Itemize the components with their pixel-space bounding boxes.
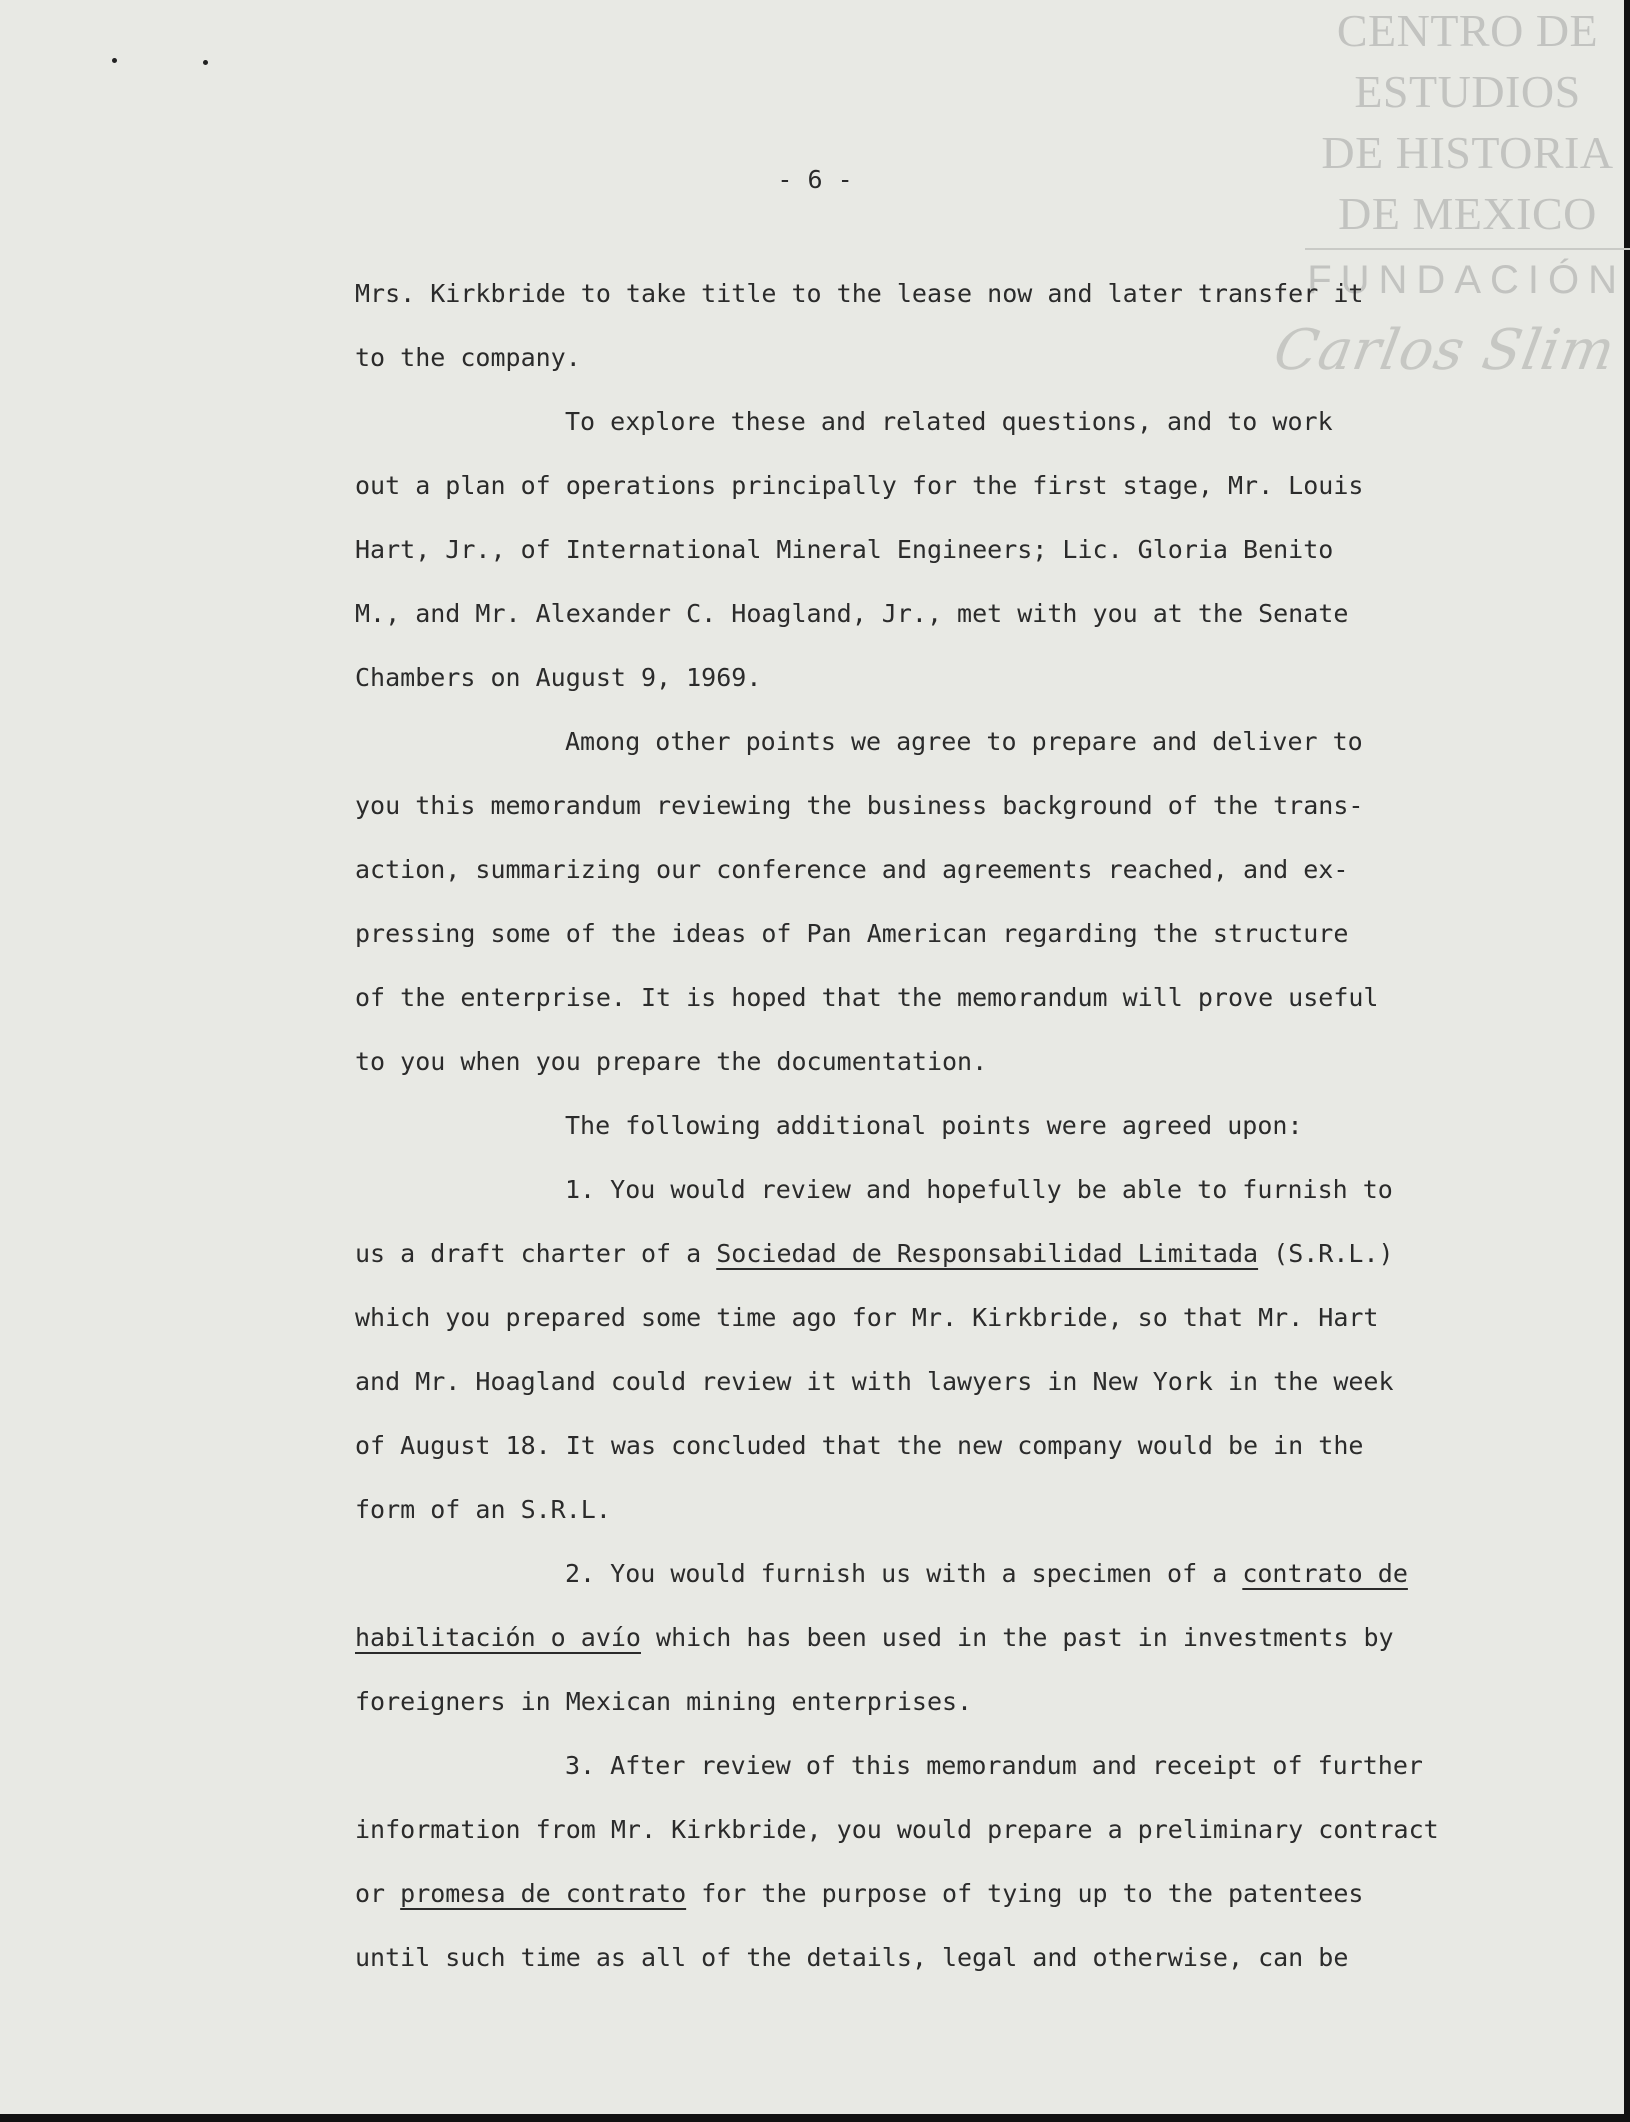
text-line: 1. You would review and hopefully be able to furnish to	[565, 1175, 1393, 1204]
text-line: and Mr. Hoagland could review it with lawyers in New York in the week	[355, 1367, 1394, 1396]
text-line: action, summarizing our conference and agreements reached, and ex-	[355, 855, 1349, 884]
watermark-signature: Carlos Slim	[1268, 318, 1620, 383]
text-line: of the enterprise. It is hoped that the memorandum will prove useful	[355, 983, 1379, 1012]
text-line: The following additional points were agreed upon:	[565, 1111, 1303, 1140]
text-line: M., and Mr. Alexander C. Hoagland, Jr., met with you at the Senate	[355, 599, 1349, 628]
text-line: foreigners in Mexican mining enterprises.	[355, 1687, 973, 1716]
text-line: To explore these and related questions, and to work	[565, 407, 1333, 436]
line-text: (S.R.L.)	[1258, 1239, 1394, 1268]
text-line: out a plan of operations principally for the first stage, Mr. Louis	[355, 471, 1364, 500]
text-line: form of an S.R.L.	[355, 1495, 611, 1524]
text-line: 3. After review of this memorandum and receipt of further	[565, 1751, 1423, 1780]
text-line: to the company.	[355, 343, 581, 372]
line-text: us a draft charter of a	[355, 1239, 717, 1268]
page-number: - 6 -	[777, 165, 853, 194]
underlined-term: habilitación o avío	[355, 1623, 641, 1652]
text-line: which you prepared some time ago for Mr. Kirkbride, so that Mr. Hart	[355, 1303, 1379, 1332]
text-line: until such time as all of the details, legal and otherwise, can be	[355, 1943, 1349, 1972]
scan-speck	[112, 58, 117, 63]
scan-speck	[203, 60, 208, 65]
line-text: 2. You would furnish us with a specimen of a	[565, 1559, 1243, 1588]
underlined-term: Sociedad de Responsabilidad Limitada	[716, 1239, 1259, 1268]
text-line: Among other points we agree to prepare and deliver to	[565, 727, 1363, 756]
underlined-term: contrato de	[1242, 1559, 1408, 1588]
text-line: you this memorandum reviewing the business background of the trans-	[355, 791, 1364, 820]
text-line: Hart, Jr., of International Mineral Engineers; Lic. Gloria Benito	[355, 535, 1334, 564]
text-line: of August 18. It was concluded that the new company would be in the	[355, 1431, 1364, 1460]
watermark-line: CENTRO DE	[1336, 5, 1599, 56]
text-line	[355, 1222, 1495, 1286]
text-line: Chambers on August 9, 1969.	[355, 663, 762, 692]
watermark-line: ESTUDIOS	[1354, 66, 1581, 117]
text-line: information from Mr. Kirkbride, you would prepare a preliminary contract	[355, 1815, 1439, 1844]
text-line: to you when you prepare the documentation.	[355, 1047, 988, 1076]
text-line: pressing some of the ideas of Pan American regarding the structure	[355, 919, 1349, 948]
watermark-line: DE MEXICO	[1338, 188, 1597, 239]
line-text: which has been used in the past in investments by	[640, 1623, 1394, 1652]
watermark-line: DE HISTORIA	[1321, 127, 1614, 178]
watermark-fundacion: FUNDACIÓN	[1307, 258, 1626, 302]
text-line: Mrs. Kirkbride to take title to the lease now and later transfer it	[355, 279, 1364, 308]
text-line	[355, 1542, 1495, 1606]
memo-body	[355, 262, 1495, 1990]
text-line	[355, 1606, 1495, 1670]
underlined-term: promesa de contrato	[400, 1879, 687, 1908]
line-text: for the purpose of tying up to the patentees	[686, 1879, 1364, 1908]
line-text: or	[355, 1879, 401, 1908]
watermark-divider	[1305, 248, 1630, 250]
text-line	[355, 1862, 1495, 1926]
